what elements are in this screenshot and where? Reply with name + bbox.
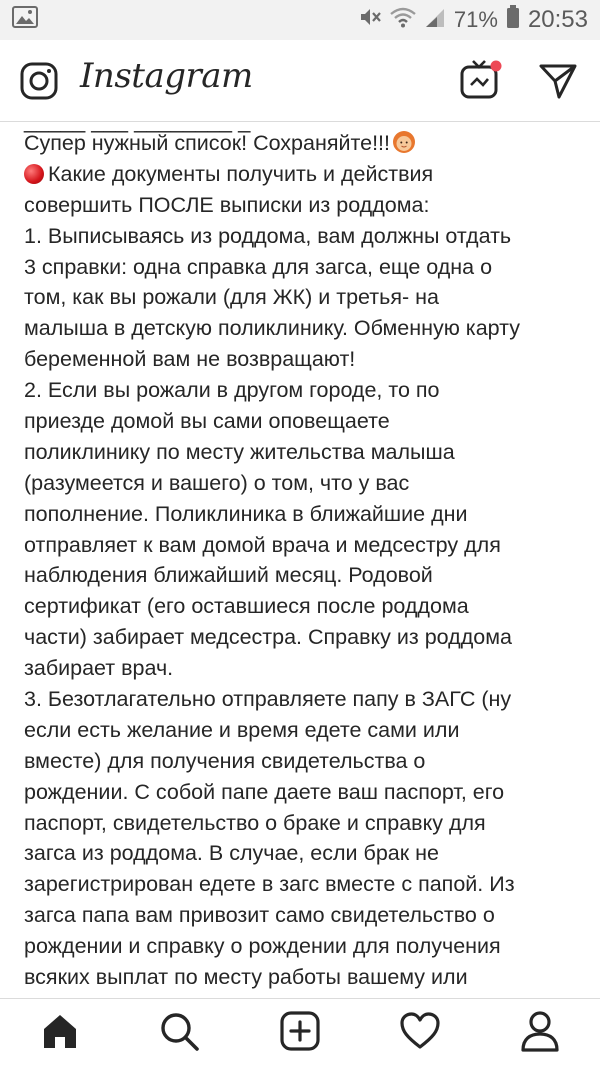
caption-line-text: наблюдения ближайший месяц. Родовой xyxy=(24,563,433,588)
signal-icon xyxy=(424,6,446,34)
caption-line xyxy=(24,591,596,622)
caption-line-text: 3. Безотлагательно отправляете папу в ЗАГС (ну xyxy=(24,687,512,712)
status-time: 20:53 xyxy=(527,6,588,33)
caption-line-text: рождении и справку о рождении для получения xyxy=(24,934,501,959)
caption-line-text: если есть желание и время едете сами или xyxy=(24,717,460,742)
woman-emoji-icon xyxy=(392,130,416,154)
cut-off-line: _____ ___ ________ _ xyxy=(24,108,251,133)
caption-line-text: поликлинику по месту жительства малыша xyxy=(24,439,455,464)
caption-line xyxy=(24,530,596,561)
caption-line xyxy=(24,715,596,746)
activity-heart-icon[interactable] xyxy=(398,1009,442,1053)
caption-line xyxy=(24,499,596,530)
mute-icon xyxy=(358,5,382,35)
caption-line xyxy=(24,190,596,221)
battery-icon xyxy=(506,5,520,35)
caption-line xyxy=(24,962,596,993)
caption-line-text: сертификат (его оставшиеся после роддома xyxy=(24,594,469,619)
igtv-icon[interactable] xyxy=(459,58,503,107)
notification-dot xyxy=(491,61,502,72)
red-circle-emoji-icon xyxy=(24,164,44,184)
caption-line xyxy=(24,777,596,808)
caption-line-text: Какие документы получить и действия xyxy=(48,161,434,186)
caption-line-text: 2. Если вы рожали в другом городе, то по xyxy=(24,378,440,403)
caption-line xyxy=(24,252,596,283)
caption-line-text: загса из роддома. В случае, если брак не xyxy=(24,841,439,866)
caption-line xyxy=(24,313,596,344)
caption-line xyxy=(24,684,596,715)
caption-line-text: том, как вы рожали (для ЖК) и третья- на xyxy=(24,285,439,310)
caption-line-text: малыша в детскую поликлинику. Обменную карту xyxy=(24,316,520,341)
caption-line xyxy=(24,282,596,313)
caption-line xyxy=(24,838,596,869)
caption-line-text: Супер нужный список! Сохраняйте!!! xyxy=(24,131,390,155)
instagram-logo: Instagram xyxy=(80,56,253,96)
caption-line-text: забирает врач. xyxy=(24,656,174,681)
caption-line xyxy=(24,900,596,931)
caption-line xyxy=(24,560,596,591)
caption-line xyxy=(24,159,596,190)
caption-line xyxy=(24,746,596,777)
status-bar xyxy=(0,0,600,40)
caption-line xyxy=(24,808,596,839)
caption-line-text: совершить ПОСЛЕ выписки из роддома: xyxy=(24,192,430,217)
caption-line-text: отправляет к вам домой врача и медсестру для xyxy=(24,532,501,557)
new-post-icon[interactable] xyxy=(278,1009,322,1053)
home-icon[interactable] xyxy=(38,1009,82,1053)
search-icon[interactable] xyxy=(157,1009,201,1053)
caption-line xyxy=(24,406,596,437)
caption-line-text: вместе) для получения свидетельства о xyxy=(24,748,426,773)
caption-line xyxy=(24,375,596,406)
caption-line-text: беременной вам не возвращают! xyxy=(24,347,356,372)
image-notification-icon xyxy=(12,6,38,34)
caption-line xyxy=(24,931,596,962)
caption-line xyxy=(24,653,596,684)
caption-line xyxy=(24,221,596,252)
camera-icon[interactable] xyxy=(20,62,58,105)
caption-text xyxy=(24,128,596,993)
caption-line-text: рождении. С собой папе даете ваш паспорт, его xyxy=(24,779,505,804)
caption-line-text: всяких выплат по месту работы вашему или xyxy=(24,965,468,990)
caption-line-text: 3 справки: одна справка для загса, еще одна о xyxy=(24,254,493,279)
caption-line-text: зарегистрирован едете в загс вместе с папой. Из xyxy=(24,872,515,897)
caption-line-text: пополнение. Поликлиника в ближайшие дни xyxy=(24,501,468,526)
bottom-navigation xyxy=(0,998,600,1065)
caption-line-text: (разумеется и вашего) о том, что у вас xyxy=(24,470,410,495)
direct-message-icon[interactable] xyxy=(538,62,578,105)
caption-line xyxy=(24,128,596,159)
caption-line-text: части) забирает медсестра. Справку из роддома xyxy=(24,625,512,650)
caption-line-text: загса папа вам привозит само свидетельство о xyxy=(24,903,495,928)
caption-line-text: приезде домой вы сами оповещаете xyxy=(24,409,390,434)
caption-line xyxy=(24,622,596,653)
caption-line-text: паспорт, свидетельство о браке и справку для xyxy=(24,810,486,835)
caption-line xyxy=(24,869,596,900)
caption-line xyxy=(24,437,596,468)
battery-percent: 71% xyxy=(453,7,498,32)
caption-line-text: 1. Выписываясь из роддома, вам должны отдать xyxy=(24,223,512,248)
caption-line xyxy=(24,468,596,499)
caption-line xyxy=(24,344,596,375)
post-caption xyxy=(0,108,600,998)
wifi-icon xyxy=(390,6,416,34)
profile-icon[interactable] xyxy=(518,1009,562,1053)
